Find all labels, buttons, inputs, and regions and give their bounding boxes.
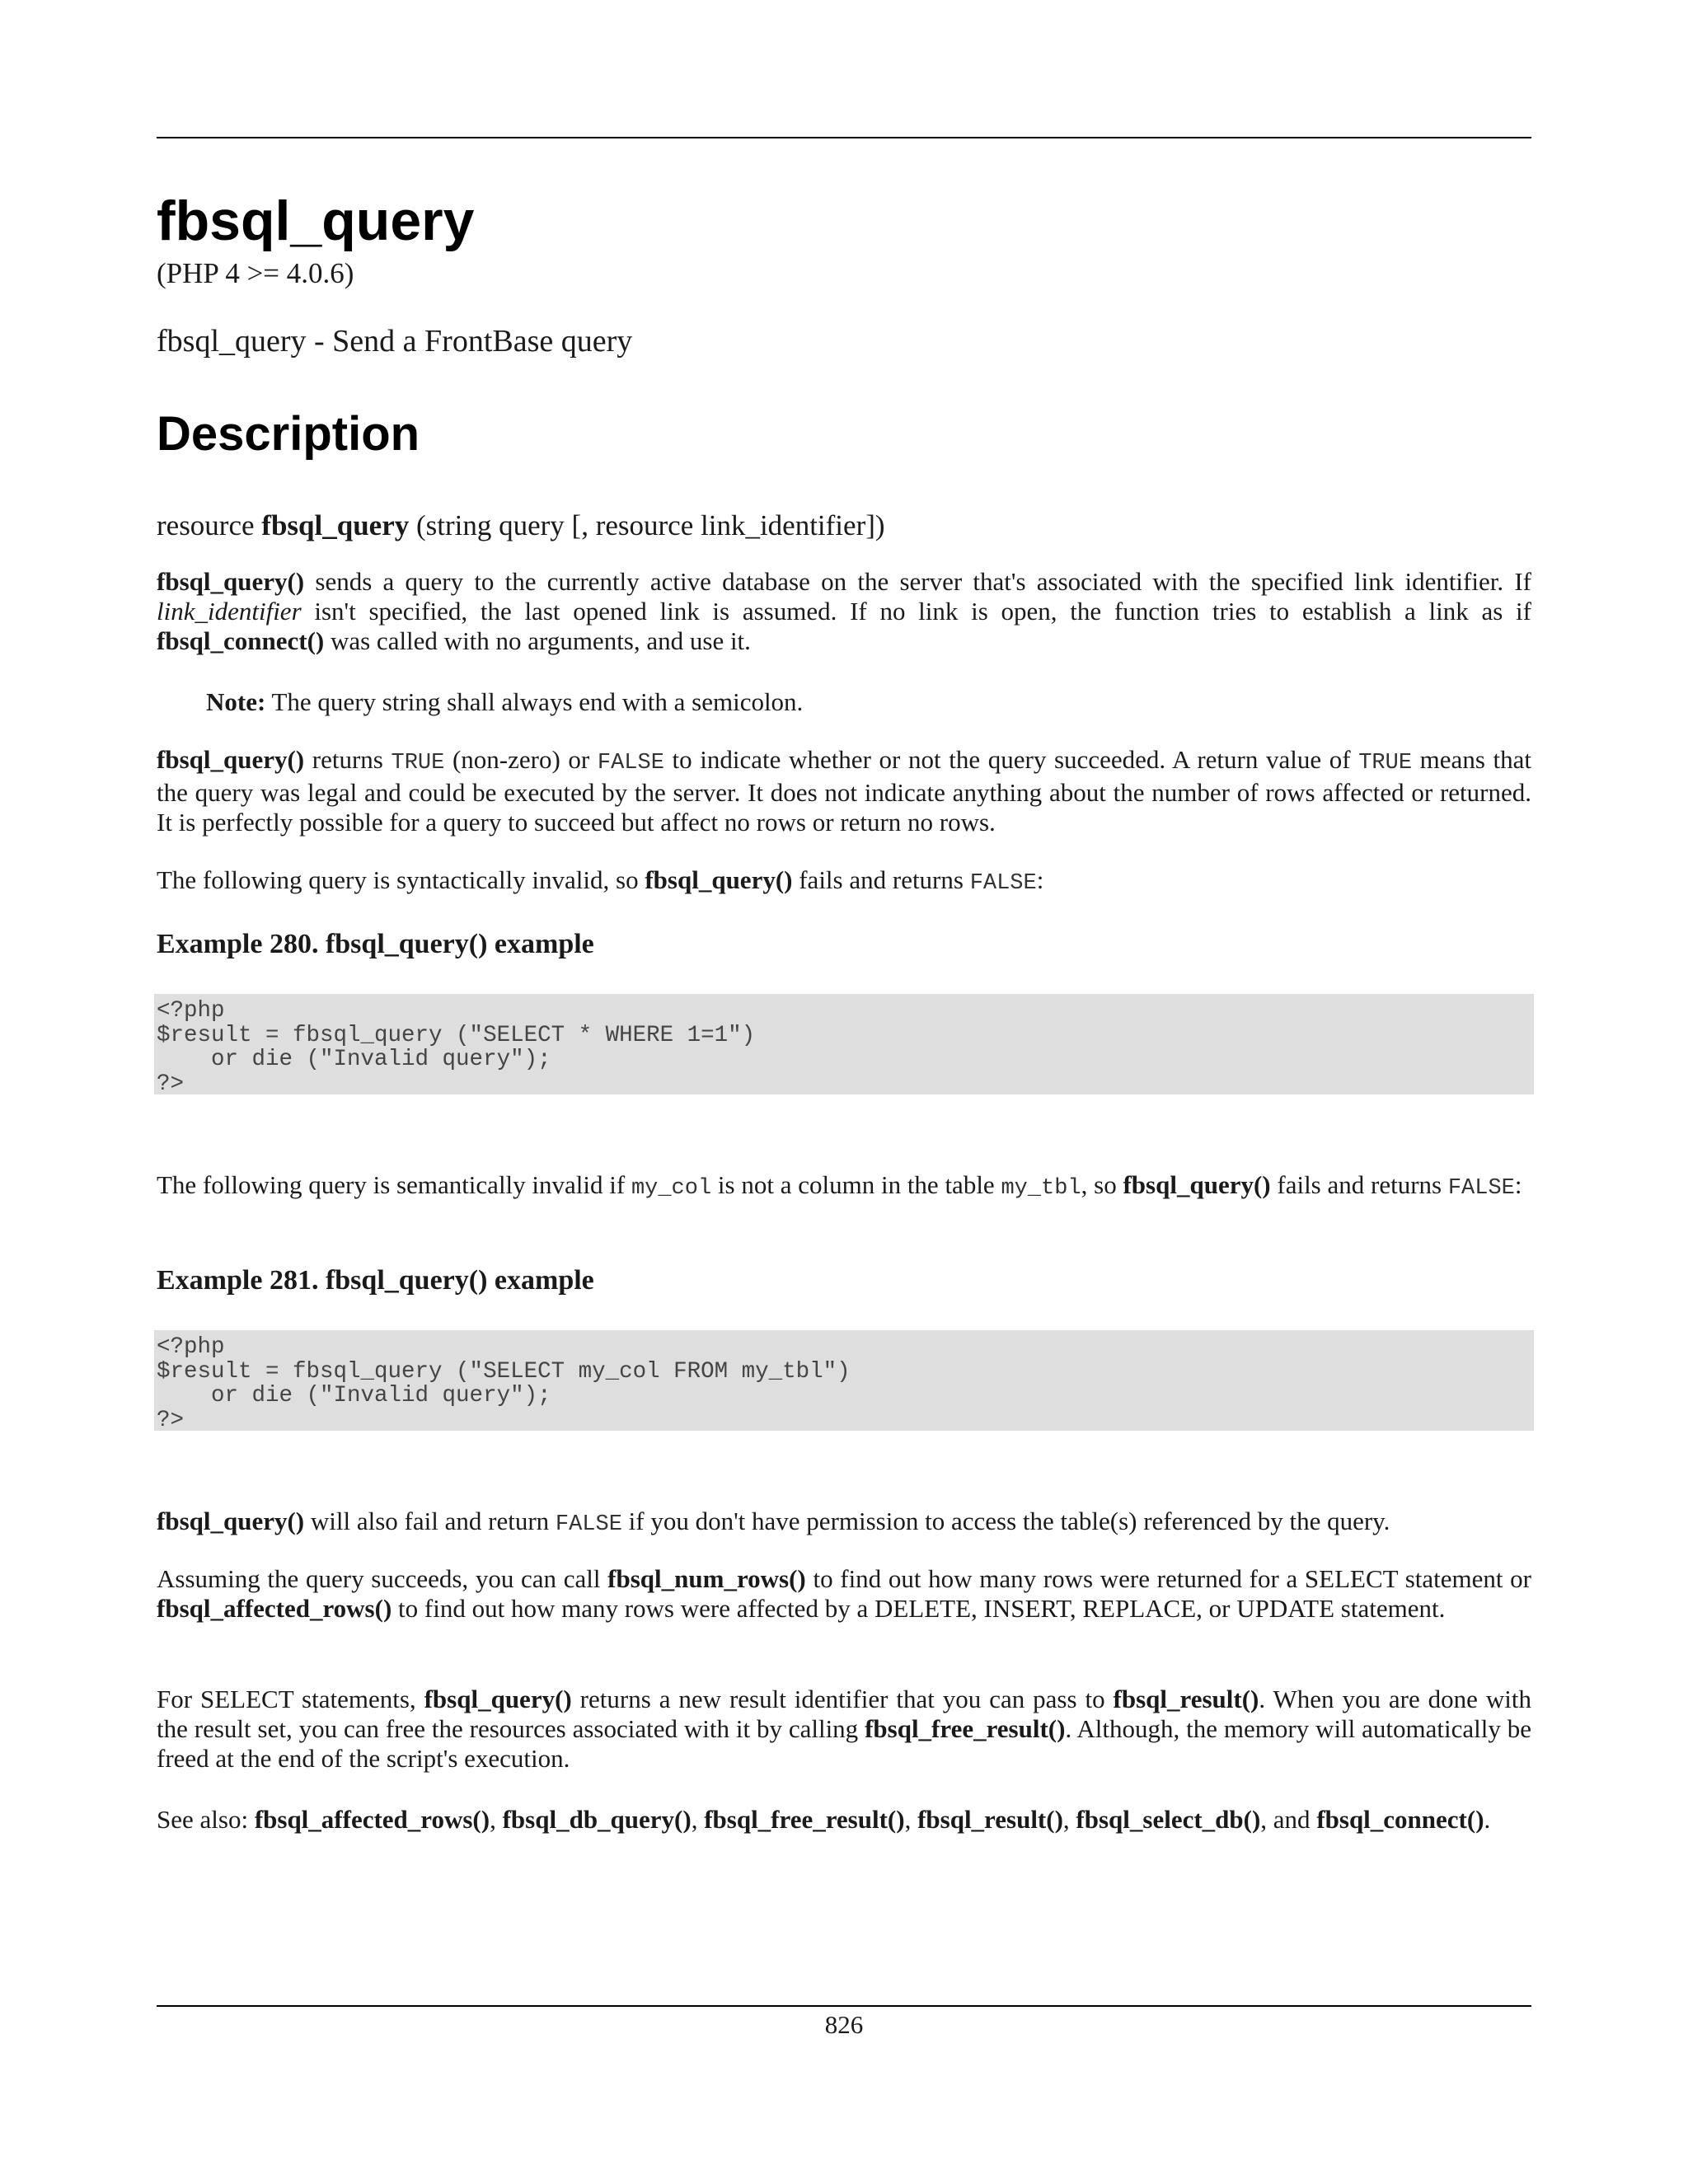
text-run: : — [1036, 865, 1044, 894]
see-also-link[interactable]: fbsql_connect() — [1316, 1805, 1484, 1834]
see-also-link[interactable]: fbsql_free_result() — [704, 1805, 905, 1834]
func-ref: fbsql_query() — [645, 865, 793, 894]
text-run: fails and returns — [1270, 1170, 1448, 1199]
text-run: . — [1484, 1805, 1491, 1834]
text-run: The following query is semantically invalid if — [157, 1170, 631, 1199]
note-label: Note: — [206, 687, 266, 716]
text-run: , — [904, 1805, 918, 1834]
text-run: to find out how many rows were returned for a SELECT statement or — [805, 1564, 1531, 1593]
func-ref: fbsql_result() — [1113, 1685, 1259, 1713]
paragraph-permissions — [157, 1507, 1531, 1540]
text-run: (non-zero) or — [444, 745, 598, 774]
example-280-code: <?php $result = fbsql_query ("SELECT * WHERE 1=1") or die ("Invalid query"); ?> — [154, 994, 1534, 1094]
text-run: to indicate whether or not the query succeeded. A return value of — [663, 745, 1359, 774]
see-also-link[interactable]: fbsql_db_query() — [502, 1805, 692, 1834]
page-title: fbsql_query — [157, 190, 475, 252]
text-run: fails and returns — [792, 865, 970, 894]
text-run: , so — [1081, 1170, 1123, 1199]
func-ref: fbsql_affected_rows() — [157, 1594, 392, 1623]
text-run: was called with no arguments, and use it. — [324, 626, 751, 655]
param-ref: link_identifier — [157, 597, 302, 626]
text-run: The following query is syntactically invalid, so — [157, 865, 645, 894]
constant-false: FALSE — [1447, 1176, 1515, 1201]
note-block — [206, 687, 1531, 717]
text-run: will also fail and return — [304, 1507, 556, 1535]
paragraph-see-also — [157, 1805, 1531, 1835]
text-run: is not a column in the table — [711, 1170, 1001, 1199]
see-also-link[interactable]: fbsql_select_db() — [1076, 1805, 1261, 1834]
func-ref: fbsql_query() — [157, 1507, 305, 1535]
text-run: to find out how many rows were affected by a DELETE, INSERT, REPLACE, or UPDATE statement. — [392, 1594, 1446, 1623]
paragraph-return-values — [157, 745, 1531, 837]
function-args: (string query [, resource link_identifier]) — [415, 509, 885, 541]
text-run: isn't specified, the last opened link is assumed. If no link is open, the function tries to establish a link as if — [301, 597, 1531, 626]
example-281-code: <?php $result = fbsql_query ("SELECT my_col FROM my_tbl") or die ("Invalid query"); ?> — [154, 1330, 1534, 1431]
constant-false: FALSE — [597, 751, 664, 776]
paragraph-syntax-invalid — [157, 865, 1531, 898]
text-run: , — [691, 1805, 705, 1834]
func-ref: fbsql_query() — [157, 567, 305, 596]
text-run: , — [1062, 1805, 1076, 1834]
example-281-title: Example 281. fbsql_query() example — [157, 1265, 594, 1296]
text-run: sends a query to the currently active database on the server that's associated with the specified link identifier. If — [304, 567, 1531, 596]
func-ref: fbsql_connect() — [157, 626, 325, 655]
text-run: if you don't have permission to access the table(s) referenced by the query. — [621, 1507, 1390, 1535]
constant-false: FALSE — [969, 871, 1037, 896]
description-heading: Description — [157, 407, 420, 461]
page-number: 826 — [824, 2010, 864, 2039]
text-run: For SELECT statements, — [157, 1685, 424, 1713]
func-ref: fbsql_num_rows() — [607, 1564, 806, 1593]
paragraph-select-results — [157, 1685, 1531, 1774]
func-ref: fbsql_query() — [157, 745, 305, 774]
table-name: my_tbl — [1001, 1176, 1081, 1201]
text-run: returns a new result identifier that you can pass to — [571, 1685, 1114, 1713]
column-name: my_col — [631, 1176, 712, 1201]
see-also-link[interactable]: fbsql_affected_rows() — [254, 1805, 490, 1834]
text-run: . Although, the memory will automatically be freed at the end of the script's execution. — [157, 1714, 1532, 1773]
text-run: , and — [1260, 1805, 1317, 1834]
function-name: fbsql_query — [261, 509, 410, 541]
constant-true: TRUE — [391, 751, 445, 776]
constant-false: FALSE — [555, 1512, 622, 1537]
see-also-link[interactable]: fbsql_result() — [917, 1805, 1063, 1834]
function-synopsis — [157, 508, 1531, 544]
example-280-title: Example 280. fbsql_query() example — [157, 929, 594, 959]
refname-purpose: fbsql_query - Send a FrontBase query — [157, 324, 633, 359]
text-run: . When you are done with the result set, you can free the resources associated with it by calling — [157, 1685, 1531, 1743]
bottom-rule — [157, 2005, 1531, 2007]
func-ref: fbsql_query() — [424, 1685, 572, 1713]
func-ref: fbsql_query() — [1123, 1170, 1271, 1199]
text-run: means that the query was legal and could be executed by the server. It does not indicate anything about the number of rows affected or returned. It is perfectly possible for a query to succeed but affect no rows or return no rows. — [157, 745, 1532, 837]
top-rule — [157, 137, 1531, 138]
return-type: resource — [157, 509, 255, 541]
paragraph-row-counts — [157, 1564, 1531, 1624]
text-run: : — [1514, 1170, 1522, 1199]
text-run: , — [490, 1805, 503, 1834]
version-info: (PHP 4 >= 4.0.6) — [157, 257, 354, 289]
note-text: The query string shall always end with a semicolon. — [265, 687, 804, 716]
constant-true: TRUE — [1358, 751, 1413, 776]
text-run: returns — [304, 745, 392, 774]
text-run: Assuming the query succeeds, you can call — [157, 1564, 608, 1593]
func-ref: fbsql_free_result() — [865, 1714, 1066, 1743]
paragraph-semantic-invalid — [157, 1170, 1531, 1203]
paragraph-intro — [157, 567, 1531, 656]
text-run: See also: — [157, 1805, 255, 1834]
